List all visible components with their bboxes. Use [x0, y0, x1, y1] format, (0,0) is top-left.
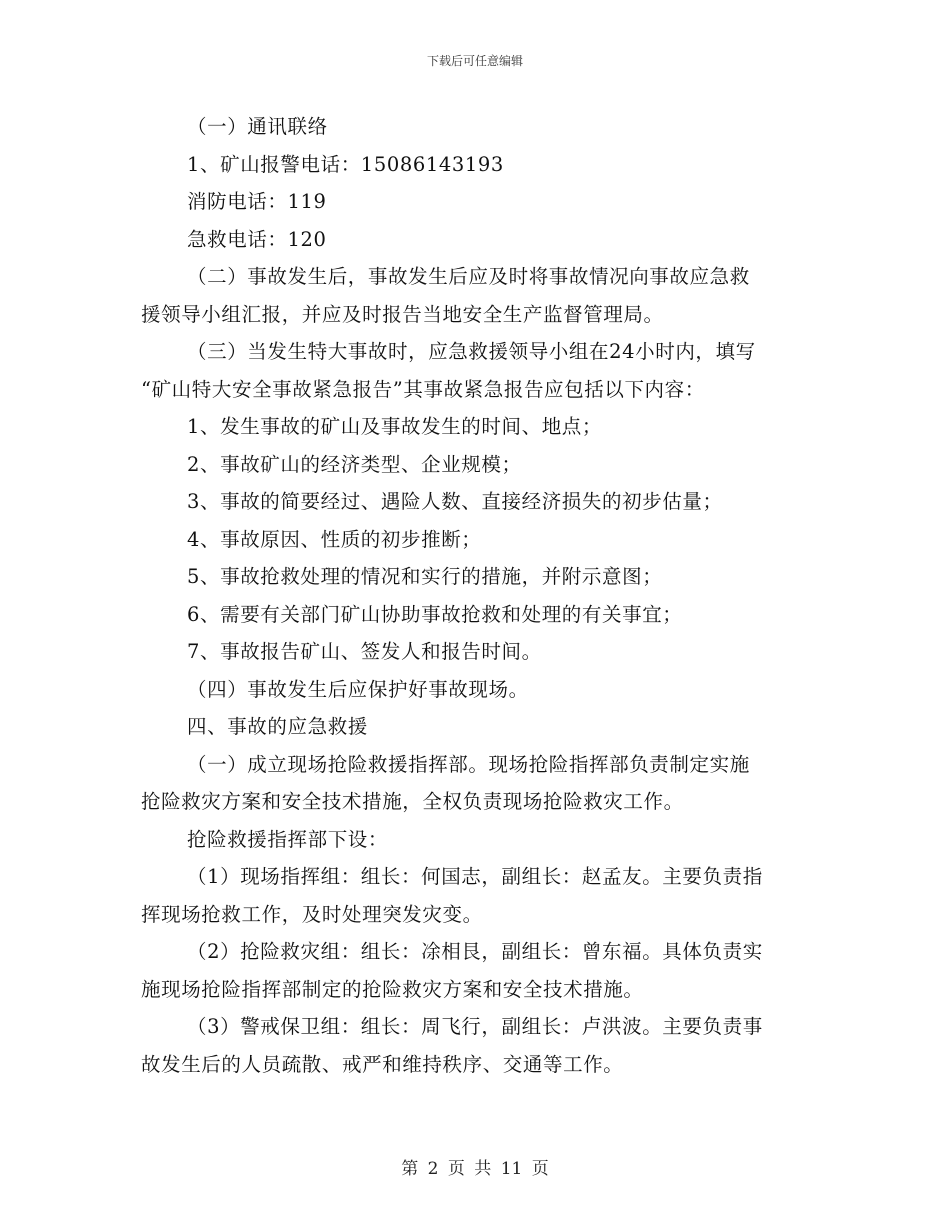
text-line: 抢险救援指挥部下设：: [187, 827, 389, 851]
text-line: 6、需要有关部门矿山协助事故抢救和处理的有关事宜；: [187, 602, 683, 626]
text-line: （三）当发生特大事故时，应急救援领导小组在24小时内，填写: [187, 340, 756, 363]
text-line: 4、事故原因、性质的初步推断；: [187, 527, 482, 551]
text-line: 急救电话：120: [187, 227, 327, 251]
text-line: （一）通讯联络: [187, 115, 328, 138]
text-line: 3、事故的简要经过、遇险人数、直接经济损失的初步估量；: [187, 490, 723, 513]
text-line: （1）现场指挥组：组长：何国志，副组长：赵孟友。主要负责指: [187, 865, 763, 888]
document-body: [141, 108, 809, 1083]
text-line: 2、事故矿山的经济类型、企业规模；: [187, 452, 522, 476]
text-line: 抢险救灾方案和安全技术措施，全权负责现场抢险救灾工作。: [141, 790, 684, 813]
text-line: 故发生后的人员疏散、戒严和维持秩序、交通等工作。: [141, 1052, 624, 1076]
text-line: （3）警戒保卫组：组长：周飞行，副组长：卢洪波。主要负责事: [187, 1015, 763, 1038]
text-line: （二）事故发生后，事故发生后应及时将事故情况向事故应急救: [187, 265, 750, 288]
text-line: （2）抢险救灾组：组长：凃相艮，副组长：曾东福。具体负责实: [187, 940, 763, 963]
page-footer: 第 2 页 共 11 页: [401, 1159, 549, 1179]
text-line: 援领导小组汇报，并应及时报告当地安全生产监督管理局。: [141, 302, 664, 326]
text-line: 1、矿山报警电话：15086143193: [187, 152, 504, 176]
text-line: 挥现场抢救工作，及时处理突发灾变。: [141, 902, 483, 926]
text-line: 5、事故抢救处理的情况和实行的措施，并附示意图；: [187, 565, 663, 588]
text-line: 1、发生事故的矿山及事故发生的时间、地点；: [187, 415, 603, 438]
text-line: “矿山特大安全事故紧急报告”其事故紧急报告应包括以下内容：: [141, 377, 705, 401]
text-line: （四）事故发生后应保护好事故现场。: [187, 677, 529, 701]
page-header: 下载后可任意编辑: [426, 54, 523, 68]
section-heading: 四、事故的应急救援: [187, 715, 368, 738]
text-line: 消防电话：119: [187, 190, 327, 213]
text-line: 施现场抢险指挥部制定的抢险救灾方案和安全技术措施。: [141, 977, 644, 1001]
text-line: （一）成立现场抢险救援指挥部。现场抢险指挥部负责制定实施: [187, 752, 750, 776]
text-line: 7、事故报告矿山、签发人和报告时间。: [187, 640, 542, 663]
